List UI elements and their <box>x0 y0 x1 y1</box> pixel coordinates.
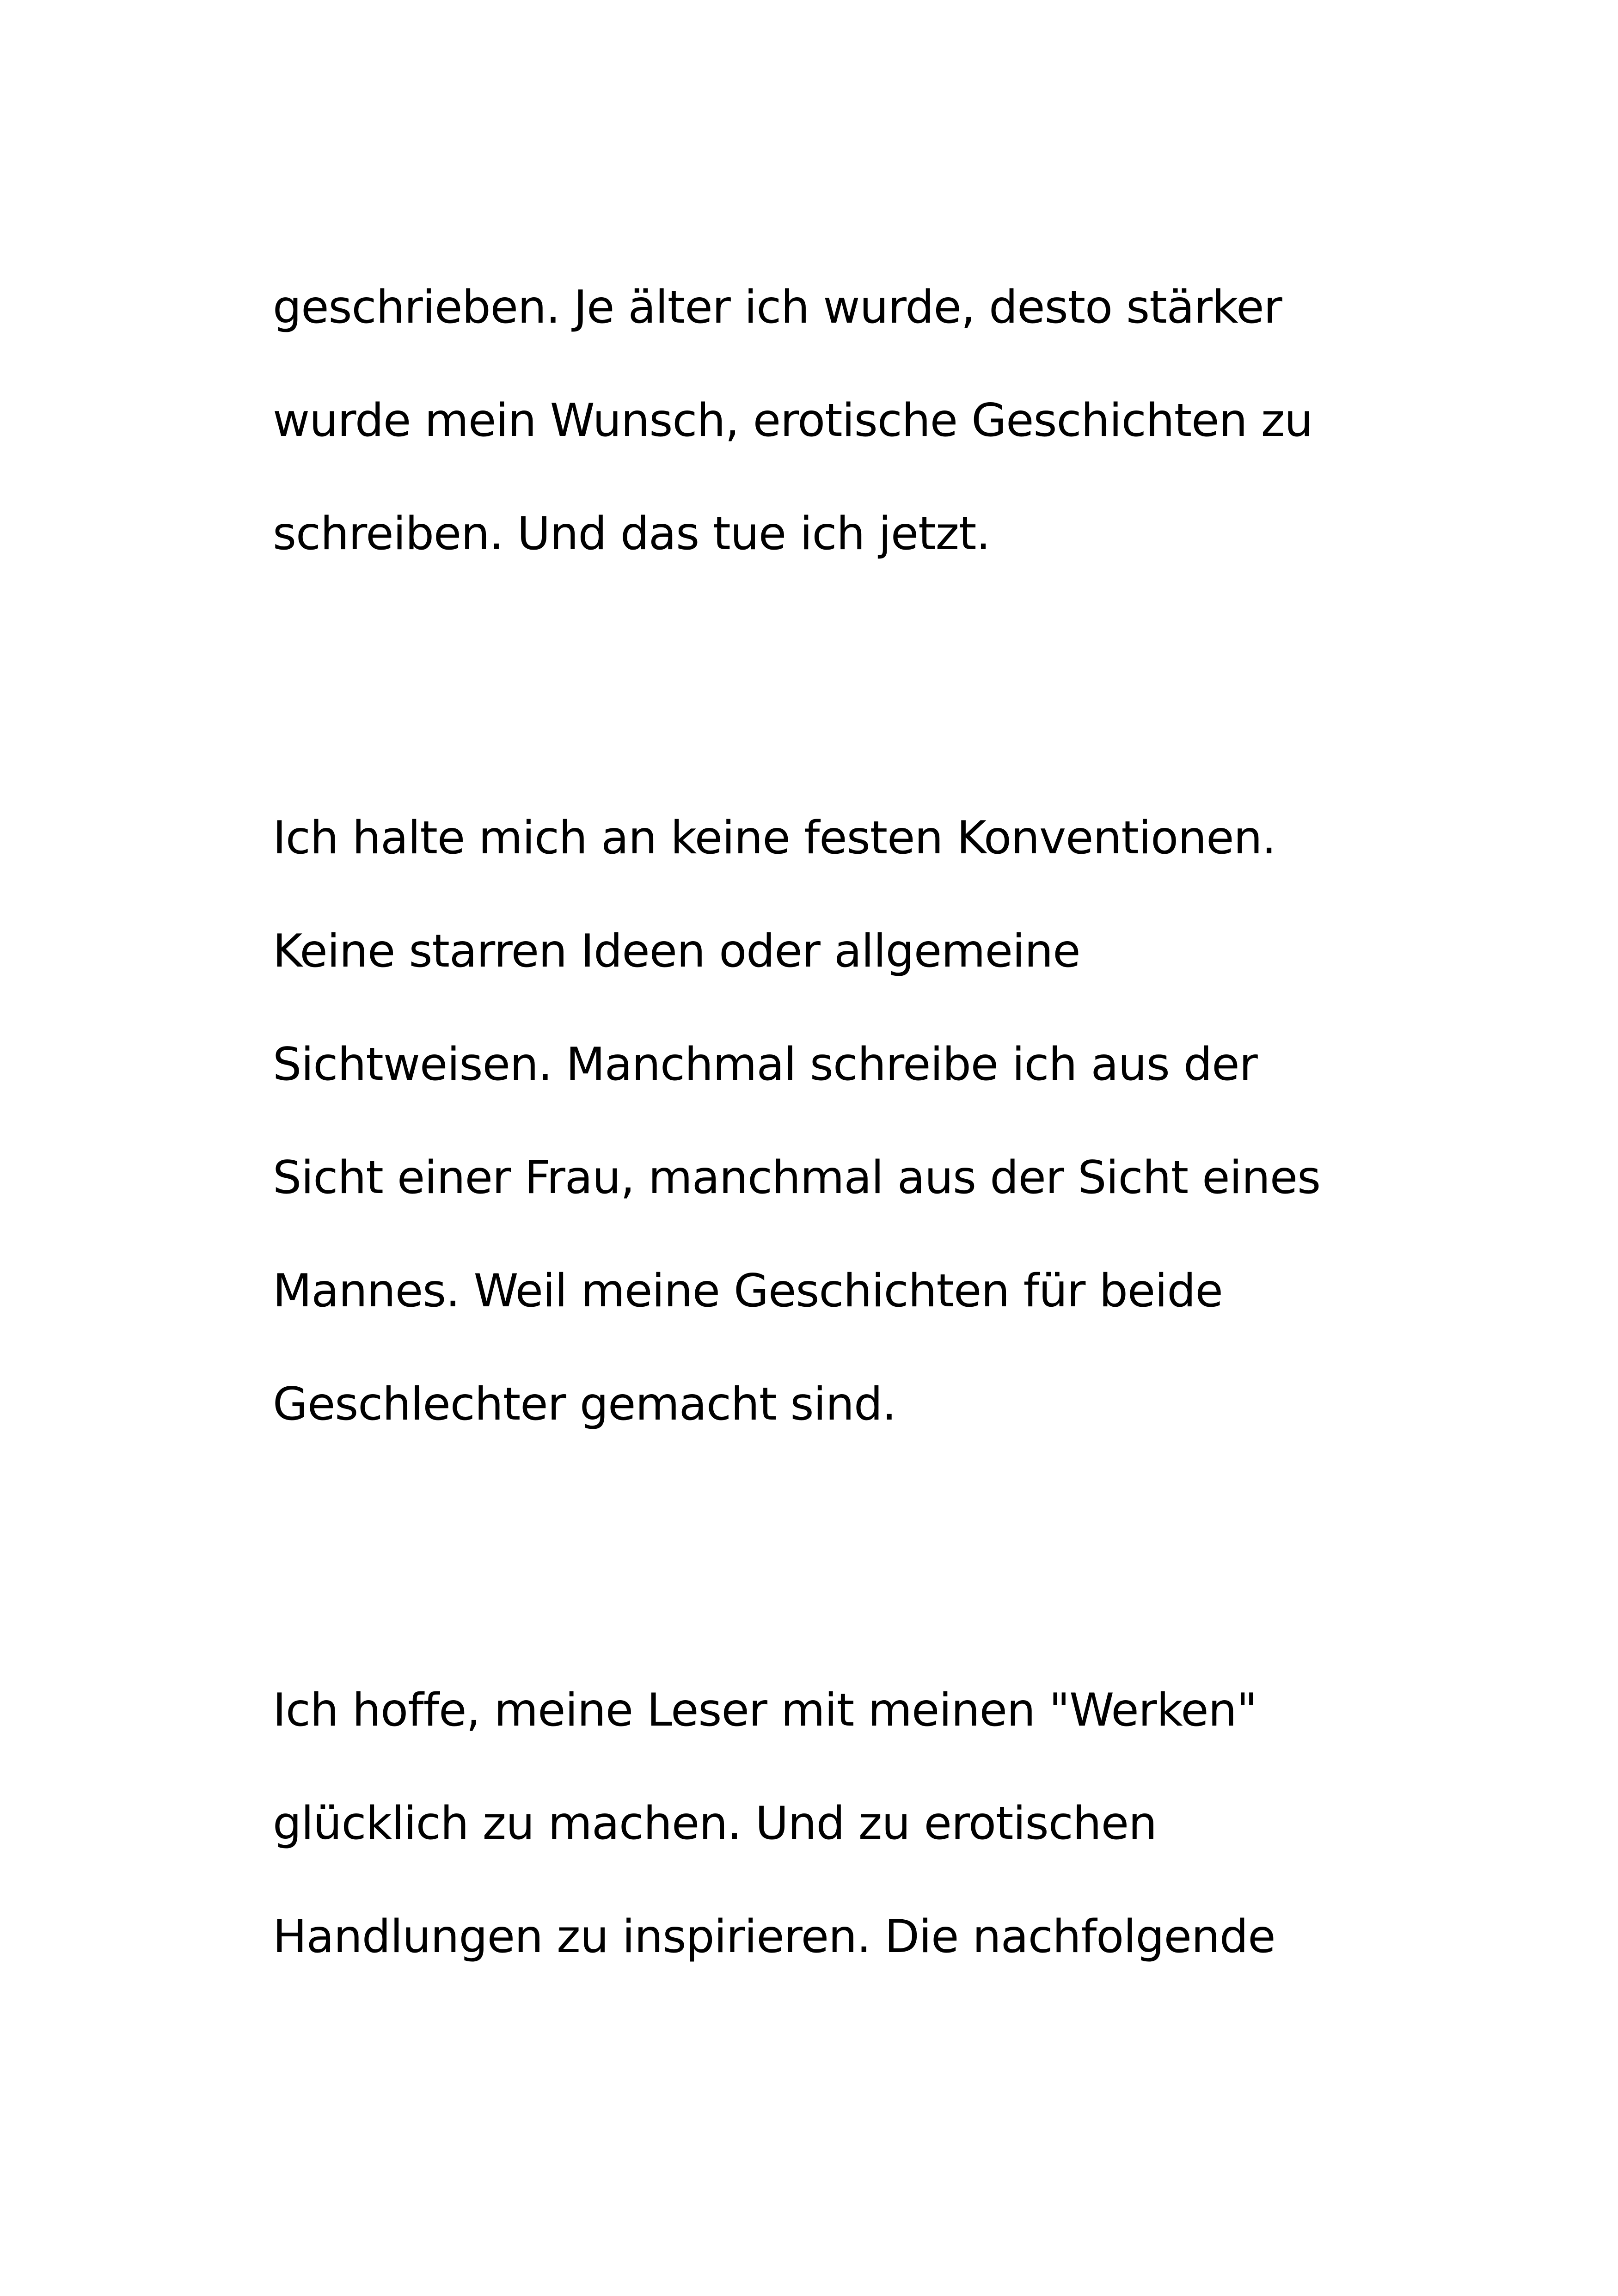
paragraph-3-line-1: Ich hoffe, meine Leser mit meinen "Werken" <box>273 1684 1257 1737</box>
paragraph-2-line-6: Geschlechter gemacht sind. <box>273 1378 896 1431</box>
paragraph-1-line-1: geschrieben. Je älter ich wurde, desto stärker <box>273 281 1282 334</box>
paragraph-2-line-3: Sichtweisen. Manchmal schreibe ich aus der <box>273 1038 1257 1091</box>
paragraph-1-line-2: wurde mein Wunsch, erotische Geschichten zu <box>273 394 1313 447</box>
paragraph-2-line-5: Mannes. Weil meine Geschichten für beide <box>273 1265 1223 1317</box>
paragraph-1-line-3: schreiben. Und das tue ich jetzt. <box>273 508 990 560</box>
paragraph-3-line-2: glücklich zu machen. Und zu erotischen <box>273 1797 1157 1850</box>
paragraph-2-line-2: Keine starren Ideen oder allgemeine <box>273 925 1080 978</box>
paragraph-3-line-3: Handlungen zu inspirieren. Die nachfolgende <box>273 1910 1275 1963</box>
paragraph-2-line-4: Sicht einer Frau, manchmal aus der Sicht eines <box>273 1151 1321 1204</box>
paragraph-2-line-1: Ich halte mich an keine festen Konventionen. <box>273 812 1276 864</box>
